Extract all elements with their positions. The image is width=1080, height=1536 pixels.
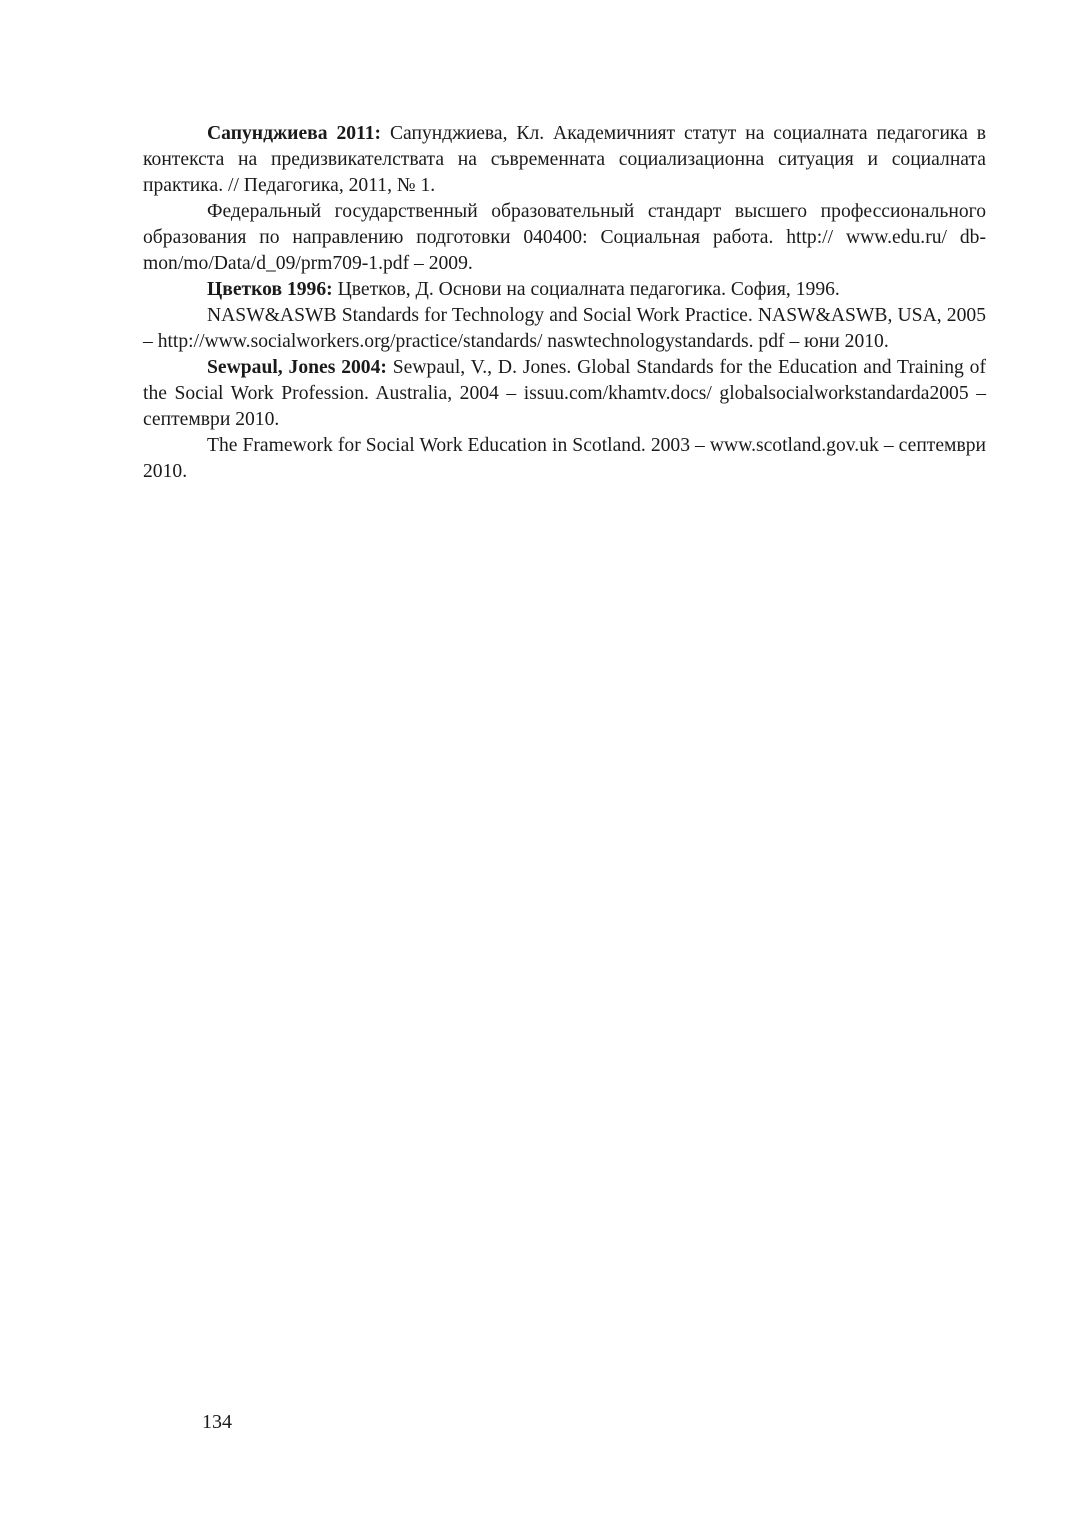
reference-entry <box>143 303 986 355</box>
reference-text: Sewpaul, V., D. Jones. Global Standards for the Education and Training of the Social Work Profession. Australia, 2004 – issuu.com/khamtv.docs/ globalsocialworkstandarda2005 – септември 2010. <box>143 357 986 430</box>
reference-text: NASW&ASWB Standards for Technology and Social Work Practice. NASW&ASWB, USA, 2005 – http://www.socialworkers.org/practice/standards/ naswtechnologystandards. pdf – юни 2010. <box>143 305 986 352</box>
reference-entry <box>143 355 986 433</box>
reference-entry <box>143 277 986 303</box>
reference-list <box>143 121 986 485</box>
reference-key: Цветков 1996: <box>207 279 333 300</box>
reference-entry <box>143 199 986 277</box>
reference-text: Цветков, Д. Основи на социалната педагогика. София, 1996. <box>332 279 840 300</box>
reference-text: The Framework for Social Work Education in Scotland. 2003 – www.scotland.gov.uk – септември 2010. <box>143 435 986 482</box>
reference-key: Sewpaul, Jones 2004: <box>207 357 387 378</box>
reference-entry <box>143 121 986 199</box>
reference-text: Сапунджиева, Кл. Академичният статут на социалната педагогика в контекста на предизвикателствата на съвременната социализационна ситуация и социалната практика. // Педагогика, 2011, № 1. <box>143 123 986 196</box>
reference-key: Сапунджиева 2011: <box>207 123 382 144</box>
reference-entry <box>143 433 986 485</box>
reference-text: Федеральный государственный образовательный стандарт высшего профессионального образования по направлению подготовки 040400: Социальная работа. http:// www.edu.ru/ db-mon/mo/Data/d_09/prm709-1.pdf – 2009. <box>143 201 986 274</box>
page-number: 134 <box>202 1411 232 1433</box>
